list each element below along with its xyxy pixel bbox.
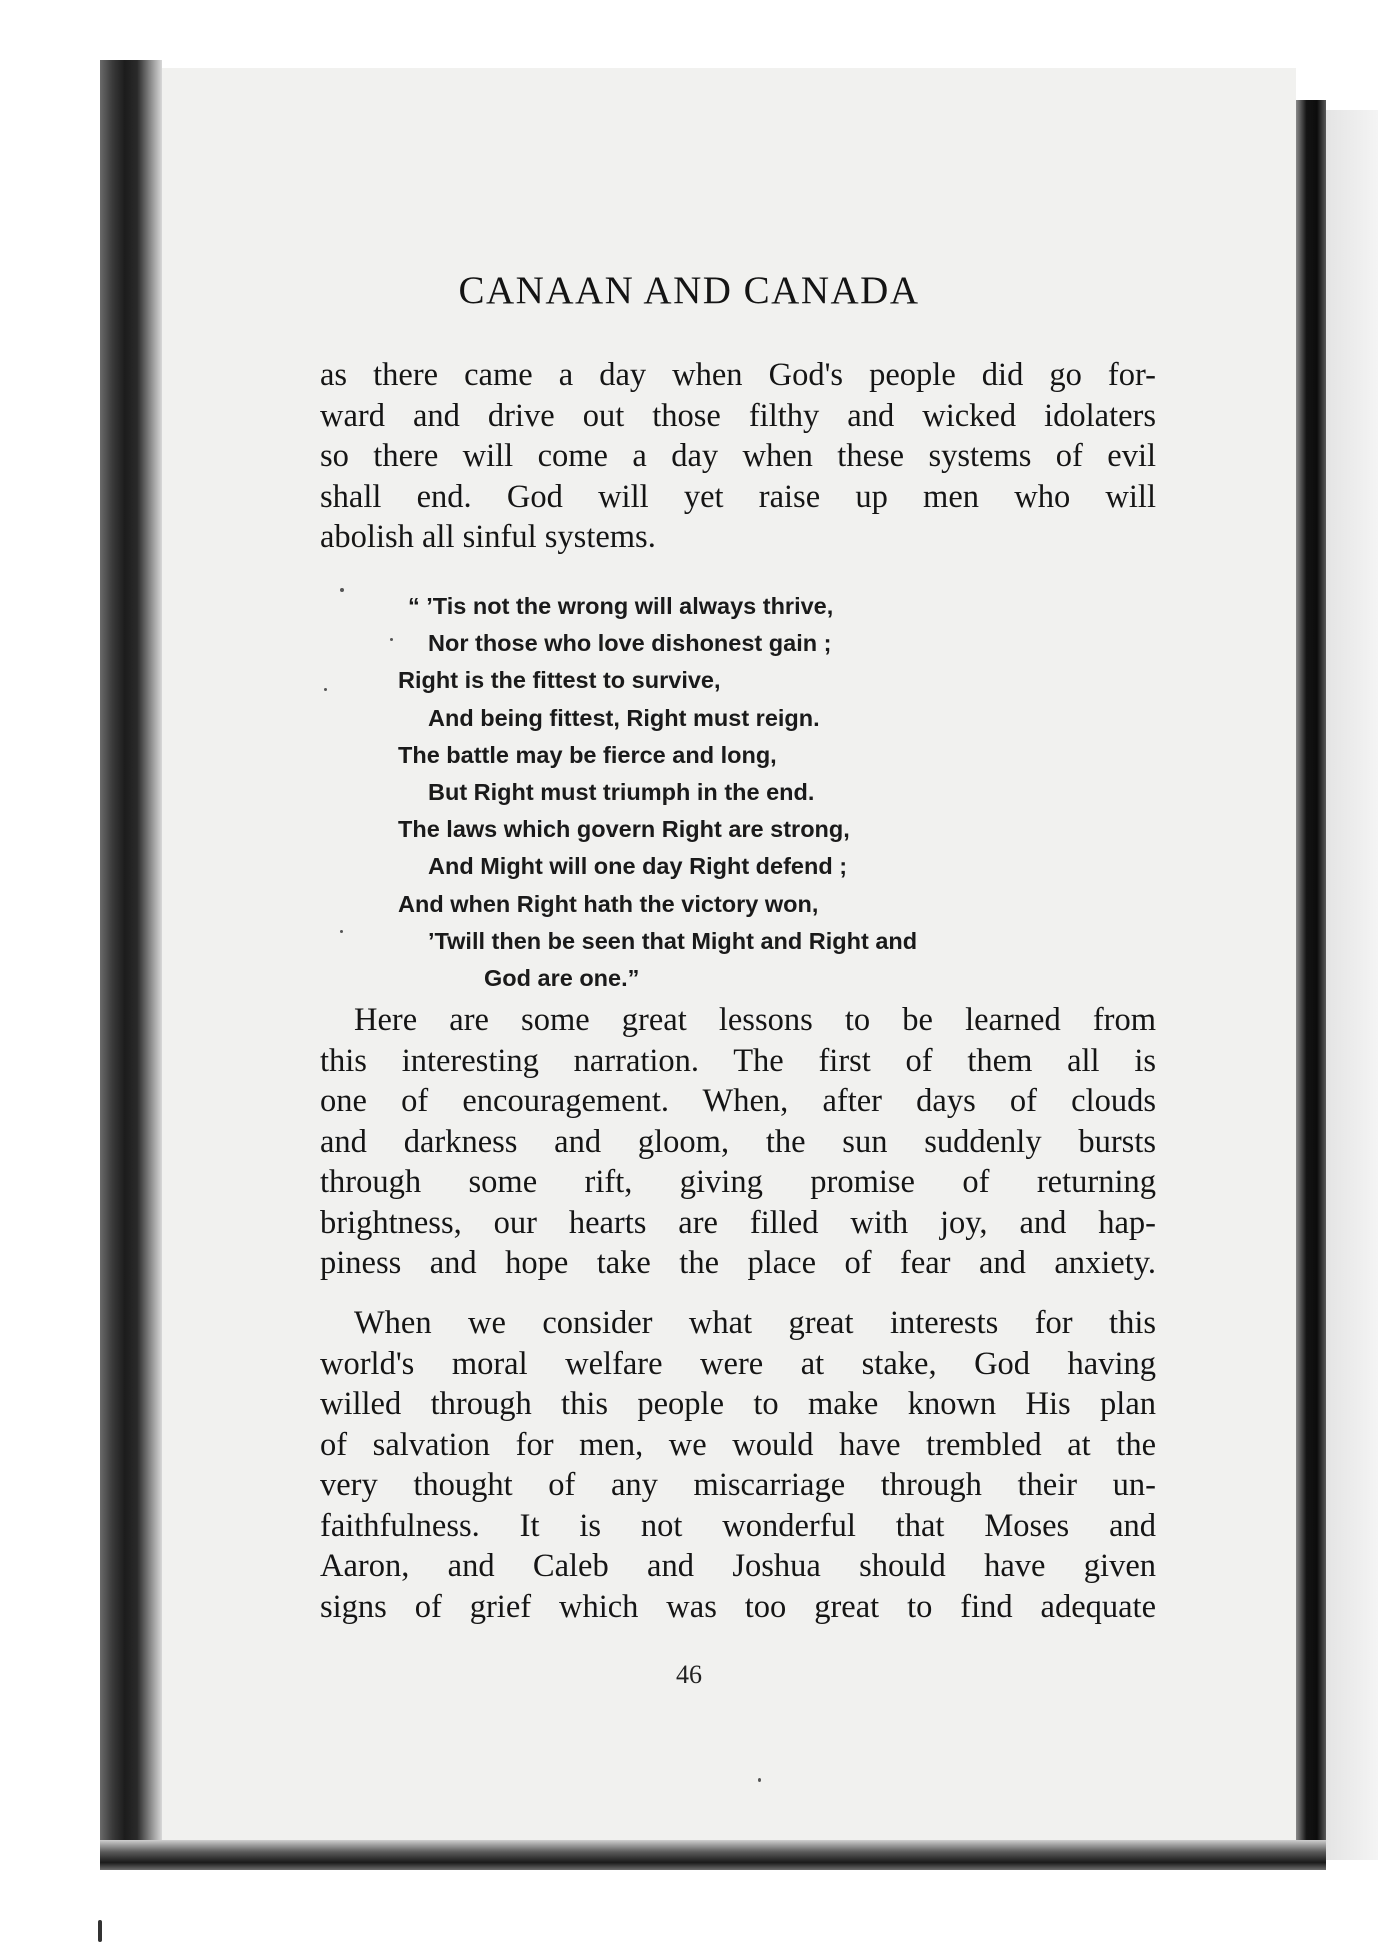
scan-frame-bottom (100, 1840, 1326, 1870)
scan-speck (758, 1778, 761, 1782)
text-line: Here are some great lessons to be learned from (354, 1002, 1156, 1038)
poem-line: Nor those who love dishonest gain ; (428, 630, 832, 657)
text-line: as there came a day when God's people did go for- (320, 357, 1156, 393)
poem-line: ’Twill then be seen that Might and Right and (428, 927, 918, 954)
text-line: of salvation for men, we would have trembled at the (320, 1426, 1156, 1463)
text-line: When we consider what great interests for this (354, 1305, 1156, 1341)
text-line: signs of grief which was too great to find adequate (320, 1588, 1156, 1625)
paragraph-3 (320, 1303, 1156, 1627)
scan-speck (324, 688, 327, 691)
poem-line: Right is the fittest to survive, (398, 667, 721, 694)
text-line: abolish all sinful systems. (320, 519, 656, 555)
poem-quotation (398, 588, 1098, 997)
poem-line: The laws which govern Right are strong, (398, 816, 850, 843)
scan-speck (390, 638, 393, 641)
running-head: CANAAN AND CANADA (458, 269, 920, 312)
poem-line: God are one.” (484, 964, 640, 991)
text-line: Aaron, and Caleb and Joshua should have given (320, 1548, 1156, 1584)
poem-line: But Right must triumph in the end. (428, 778, 815, 805)
text-line: willed through this people to make known His plan (320, 1386, 1156, 1422)
poem-line: “ ’Tis not the wrong will always thrive, (408, 593, 834, 619)
text-line: ward and drive out those filthy and wicked idolaters (320, 397, 1156, 434)
poem-line: The battle may be fierce and long, (398, 741, 777, 768)
paragraph-2 (320, 1000, 1156, 1284)
scan-frame-left (100, 60, 162, 1855)
poem-line: And being fittest, Right must reign. (428, 704, 820, 731)
text-line: very thought of any miscarriage through their un- (320, 1467, 1156, 1503)
text-line: piness and hope take the place of fear and anxiety. (320, 1245, 1156, 1281)
text-line: world's moral welfare were at stake, God having (320, 1345, 1156, 1382)
text-line: shall end. God will yet raise up men who will (320, 478, 1156, 515)
poem-line: And Might will one day Right defend ; (428, 853, 848, 880)
text-line: faithfulness. It is not wonderful that Moses and (320, 1507, 1156, 1544)
poem-line: And when Right hath the victory won, (398, 890, 819, 917)
scan-speck (98, 1920, 102, 1942)
paragraph-1 (320, 355, 1156, 558)
text-line: brightness, our hearts are filled with joy, and hap- (320, 1204, 1156, 1241)
scan-speck (340, 588, 344, 592)
text-line: this interesting narration. The first of them all is (320, 1042, 1156, 1079)
page-number: 46 (676, 1660, 702, 1689)
scan-frame-right (1296, 100, 1326, 1865)
text-line: so there will come a day when these systems of evil (320, 438, 1156, 474)
text-line: one of encouragement. When, after days of clouds (320, 1083, 1156, 1119)
scan-frame-right-edge (1326, 110, 1378, 1860)
scan-speck (340, 930, 343, 933)
text-line: through some rift, giving promise of returning (320, 1164, 1156, 1200)
text-line: and darkness and gloom, the sun suddenly bursts (320, 1123, 1156, 1160)
